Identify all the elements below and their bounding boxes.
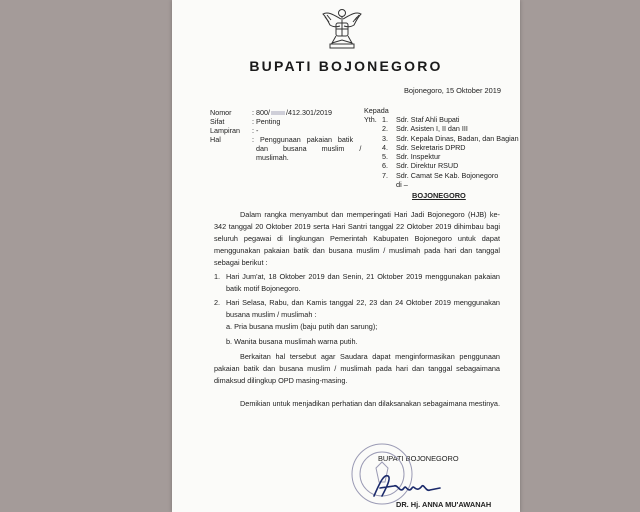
hal-value-2: dan busana muslim / [256,144,362,153]
redacted-mark [271,111,285,115]
garuda-emblem-icon [320,5,364,51]
recipient-item: 4. Sdr. Sekretaris DPRD [382,142,466,152]
letter-date: Bojonegoro, 15 Oktober 2019 [404,86,501,95]
body-paragraph-1: Dalam rangka menyambut dan memperingati Hari Jadi Bojonegoro (HJB) ke-342 tanggal 20 Oktober 2019 serta Hari Santri tanggal 22 Oktober 2019 dihimbau bagi seluruh pegawai di lingkungan Pemerintah Kabupaten Bojonegoro untuk dapat menggunakan pakaian batik dan busana muslim / muslimah pada hari dan tanggal sebagai berikut : [214,210,500,268]
sub-item-a: a. Pria busana muslim (baju putih dan sarung); [226,322,378,331]
hal-label: Hal [210,135,221,144]
di-label: di – [396,180,408,189]
recipient-list [364,115,519,180]
nomor-value: : 800/ /412.301/2019 [252,108,332,117]
list-item-2-text: Hari Selasa, Rabu, dan Kamis tanggal 22, 23 dan 24 Oktober 2019 menggunakan busana muslim / muslimah : [226,298,500,320]
hal-value-3: muslimah. [256,153,289,162]
recipient-item: 6. Sdr. Direktur RSUD [382,161,459,171]
recipient-location: BOJONEGORO [412,191,466,200]
hal-value-1: : Penggunaan pakaian batik [252,135,354,144]
lampiran-label: Lampiran [210,126,240,135]
letter-title: BUPATI BOJONEGORO [249,58,443,74]
list-item-1-text: Hari Jum'at, 18 Oktober 2019 dan Senin, 21 Oktober 2019 menggunakan pakaian batik motif Bojonegoro. [226,272,500,294]
meta-values [252,108,361,162]
meta-labels [210,108,240,144]
list-item-1-num: 1. [214,272,221,281]
recipient-item: 5. Sdr. Inspektur [382,152,441,162]
sifat-label: Sifat [210,117,225,126]
signature-title: BUPATI BOJONEGORO [378,454,459,463]
sifat-value: : Penting [252,117,281,126]
recipient-item: 2. Sdr. Asisten I, II dan III [382,124,468,134]
sub-item-b: b. Wanita busana muslimah warna putih. [226,337,358,346]
recipient-item: 7. Sdr. Camat Se Kab. Bojonegoro [382,170,499,180]
list-item-2-num: 2. [214,298,221,307]
signatory-name: DR. Hj. ANNA MU'AWANAH [396,500,492,509]
kepada-label: Kepada [364,106,389,115]
recipient-item: 3. Sdr. Kepala Dinas, Badan, dan Bagian [382,133,519,143]
recipient-item: Yth. 1. Sdr. Staf Ahli Bupati [364,115,460,124]
body-paragraph-2: Berkaitan hal tersebut agar Saudara dapat menginformasikan penggunaan pakaian batik dan busana muslim / muslimah pada hari dan tanggal sebagaimana dimaksud dilingkup OPD masing-masing. [214,352,500,386]
nomor-label: Nomor [210,108,232,117]
signature-icon [370,470,442,500]
lampiran-value: : - [252,126,259,135]
body-paragraph-3: Demikian untuk menjadikan perhatian dan dilaksanakan sebagaimana mestinya. [240,399,501,408]
letter-page [172,0,520,512]
